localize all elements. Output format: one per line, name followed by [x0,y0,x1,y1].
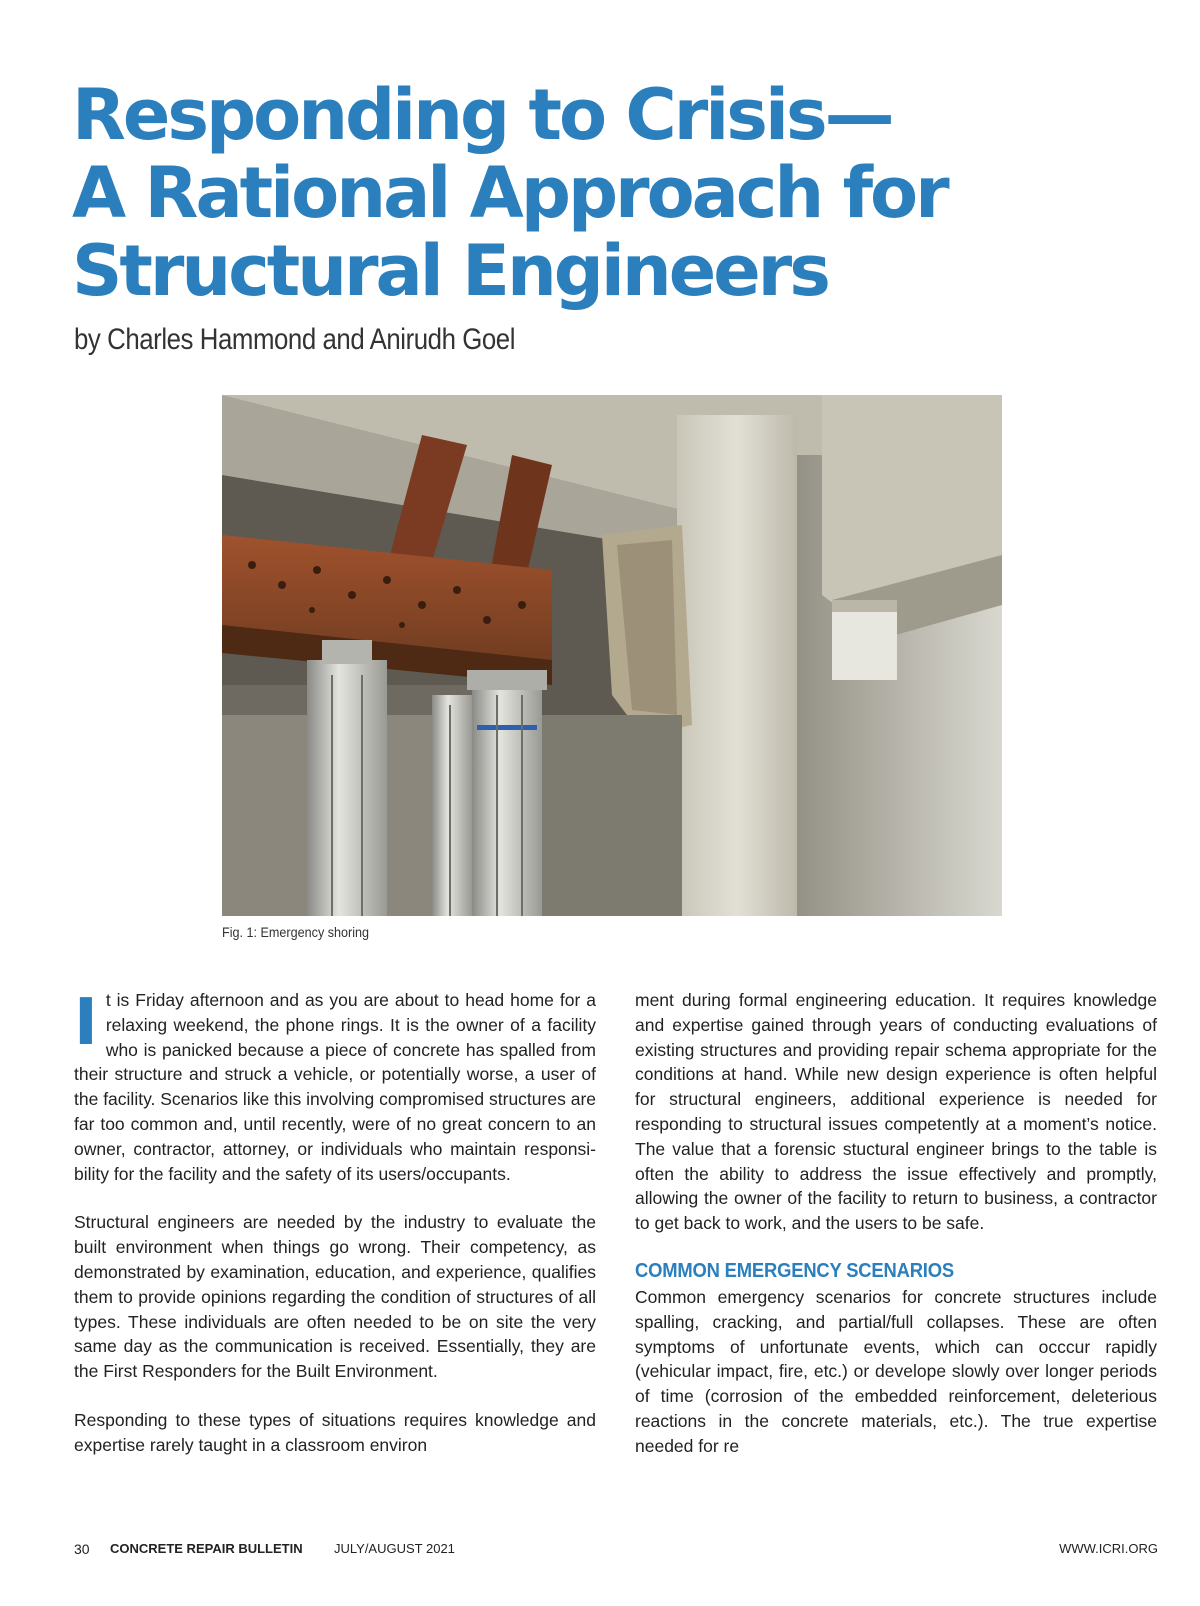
paragraph: Responding to these types of situations requires knowledge and expertise rarely taught in a classroom environ [74,1409,596,1455]
body-column-left [74,988,596,1482]
dropcap: I [74,986,98,1060]
figure-emergency-shoring [222,395,1002,916]
section-heading: COMMON EMERGENCY SCENARIOS [635,1259,954,1282]
page-number: 30 [74,1541,90,1557]
paragraph: Structural engineers are needed by the industry to evaluate the built environment when things go wrong. Their competency, as demonstrated by examination, education, and experience, qualifies them to provide opinions regarding the condition of structures of all types. These individuals are often needed to be on site the very same day as the communication is received. Essentially, they are the First Responders for the Built Environment. [74,1212,596,1382]
paragraph-text: t is Friday afternoon and as you are about to head home for a relaxing weekend, the phone rings. It is the owner of a facility who is panicked because a piece of concrete has spalled from their structure and struck a vehicle, or potentially worse, a user of the facility. Scenarios like this involving compromised structures are far too common and, until recently, were of no great concern to an owner, contractor, attorney, or individuals who maintain responsibility for the facility and the safety of its users/occupants. [74,990,596,1184]
paragraph: Common emergency scenarios for concrete structures include spalling, cracking, and partial/full collapses. These are often symptoms of unfortunate events, which can occcur rapidly (vehicular impact, fire, etc.) or develope slowly over longer periods of time (corrosion of the embedded reinforcement, deleterious reactions in the concrete materials, etc.). The true expertise needed for re [635,1286,1157,1456]
paragraph [74,988,596,1186]
title-line-3: Structural Engineers [72,230,828,312]
photo-icon [222,395,1002,916]
title-line-2: A Rational Approach for [72,152,947,234]
byline: by Charles Hammond and Anirudh Goel [74,323,516,356]
paragraph: ment during formal engineering education. It requires knowledge and expertise gained through years of conducting evaluations of existing structures and providing repair schema appropriate for the conditions at hand. While new design experience is often helpful for structural engineers, additional experience is needed for responding to structural issues competently at a moment’s notice. The value that a forensic stuctural engineer brings to the table is often the ability to address the issue effectively and promptly, allowing the owner of the facility to return to business, a contractor to get back to work, and the users to be safe. [635,990,1157,1234]
title-line-1: Responding to Crisis— [72,74,892,156]
article-title [72,76,1072,310]
publication-name: CONCRETE REPAIR BULLETIN [110,1541,303,1556]
issue-date: JULY/AUGUST 2021 [334,1541,455,1556]
body-column-right [635,988,1157,1483]
website-link[interactable]: WWW.ICRI.ORG [1059,1541,1158,1556]
figure-caption: Fig. 1: Emergency shoring [222,924,370,940]
